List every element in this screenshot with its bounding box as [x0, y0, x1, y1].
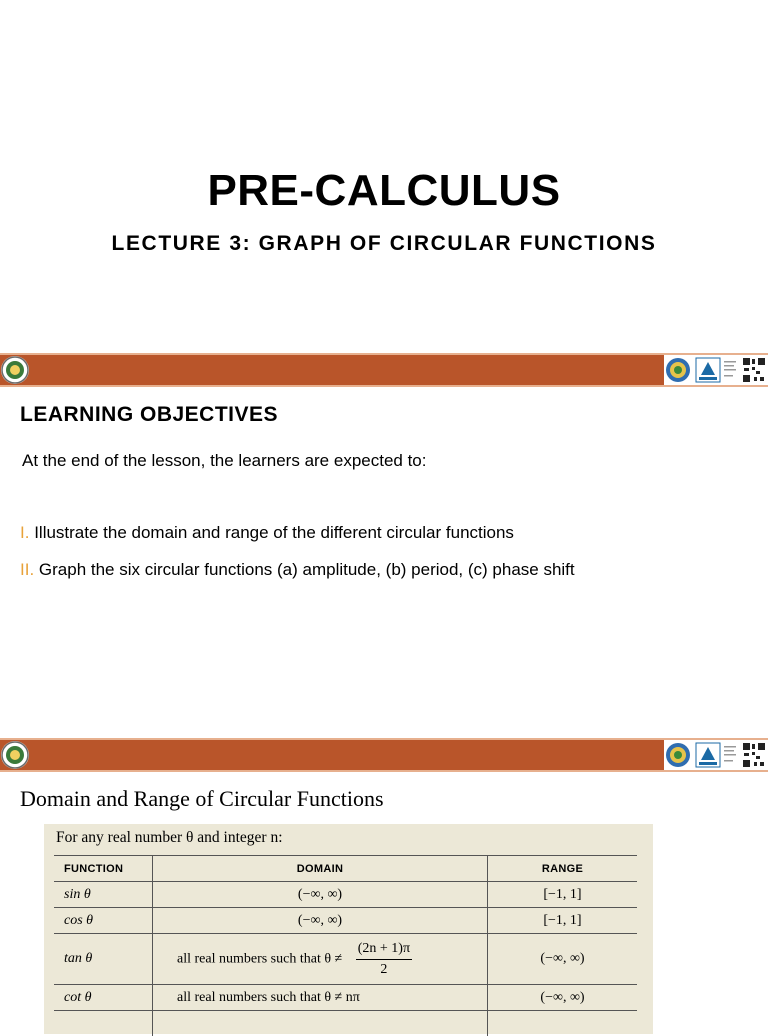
page-title: PRE-CALCULUS [0, 166, 768, 216]
accreditation-seal-icon [666, 358, 690, 382]
range-cell: [−1, 1] [488, 882, 638, 908]
header-badges [664, 355, 768, 385]
range-cell [488, 1011, 638, 1036]
objective-text: Illustrate the domain and range of the different circular functions [34, 523, 514, 542]
domain-cell: (−∞, ∞) [153, 908, 488, 934]
header-badges [664, 740, 768, 770]
learning-objectives-heading: LEARNING OBJECTIVES [20, 403, 278, 427]
fraction-denominator: 2 [356, 960, 412, 978]
domain-cell [153, 1011, 488, 1036]
objectives-intro: At the end of the lesson, the learners are expected to: [22, 451, 426, 471]
objective-text: Graph the six circular functions (a) amplitude, (b) period, (c) phase shift [39, 560, 575, 579]
certification-badge-icon [696, 358, 720, 382]
qr-code-icon [742, 742, 766, 768]
school-seal-logo-icon [1, 356, 29, 384]
function-cell: cot θ [54, 985, 153, 1011]
table-header-row [54, 856, 637, 882]
function-cell: sin θ [54, 882, 153, 908]
objective-item [20, 523, 514, 543]
column-header-range: RANGE [488, 856, 638, 882]
table-row [54, 908, 637, 934]
column-header-function: FUNCTION [54, 856, 153, 882]
school-seal-logo-icon [1, 741, 29, 769]
domain-cell: (−∞, ∞) [153, 882, 488, 908]
column-header-domain: DOMAIN [153, 856, 488, 882]
domain-fraction [356, 941, 412, 978]
domain-cell: all real numbers such that θ ≠ nπ [153, 985, 488, 1011]
domain-range-heading: Domain and Range of Circular Functions [20, 786, 384, 812]
table-note: For any real number θ and integer n: [56, 829, 283, 847]
accreditation-seal-icon [666, 743, 690, 767]
function-cell: cos θ [54, 908, 153, 934]
range-cell: (−∞, ∞) [488, 934, 638, 985]
slide-header-bar [0, 353, 768, 387]
table-row [54, 1011, 637, 1036]
domain-cell [153, 934, 488, 985]
table-row [54, 882, 637, 908]
range-cell: (−∞, ∞) [488, 985, 638, 1011]
table-row [54, 934, 637, 985]
objective-item [20, 560, 575, 580]
range-cell: [−1, 1] [488, 908, 638, 934]
domain-range-table [54, 855, 637, 1036]
function-cell [54, 1011, 153, 1036]
table-row [54, 985, 637, 1011]
slide-header-bar [0, 738, 768, 772]
objective-number: I. [20, 523, 29, 542]
function-cell: tan θ [54, 934, 153, 985]
lecture-subtitle: LECTURE 3: GRAPH OF CIRCULAR FUNCTIONS [0, 232, 768, 256]
certification-badge-icon [696, 743, 720, 767]
domain-text: all real numbers such that θ ≠ [177, 951, 342, 966]
fraction-numerator: (2n + 1)π [356, 941, 412, 960]
objective-number: II. [20, 560, 34, 579]
qr-code-icon [742, 357, 766, 383]
